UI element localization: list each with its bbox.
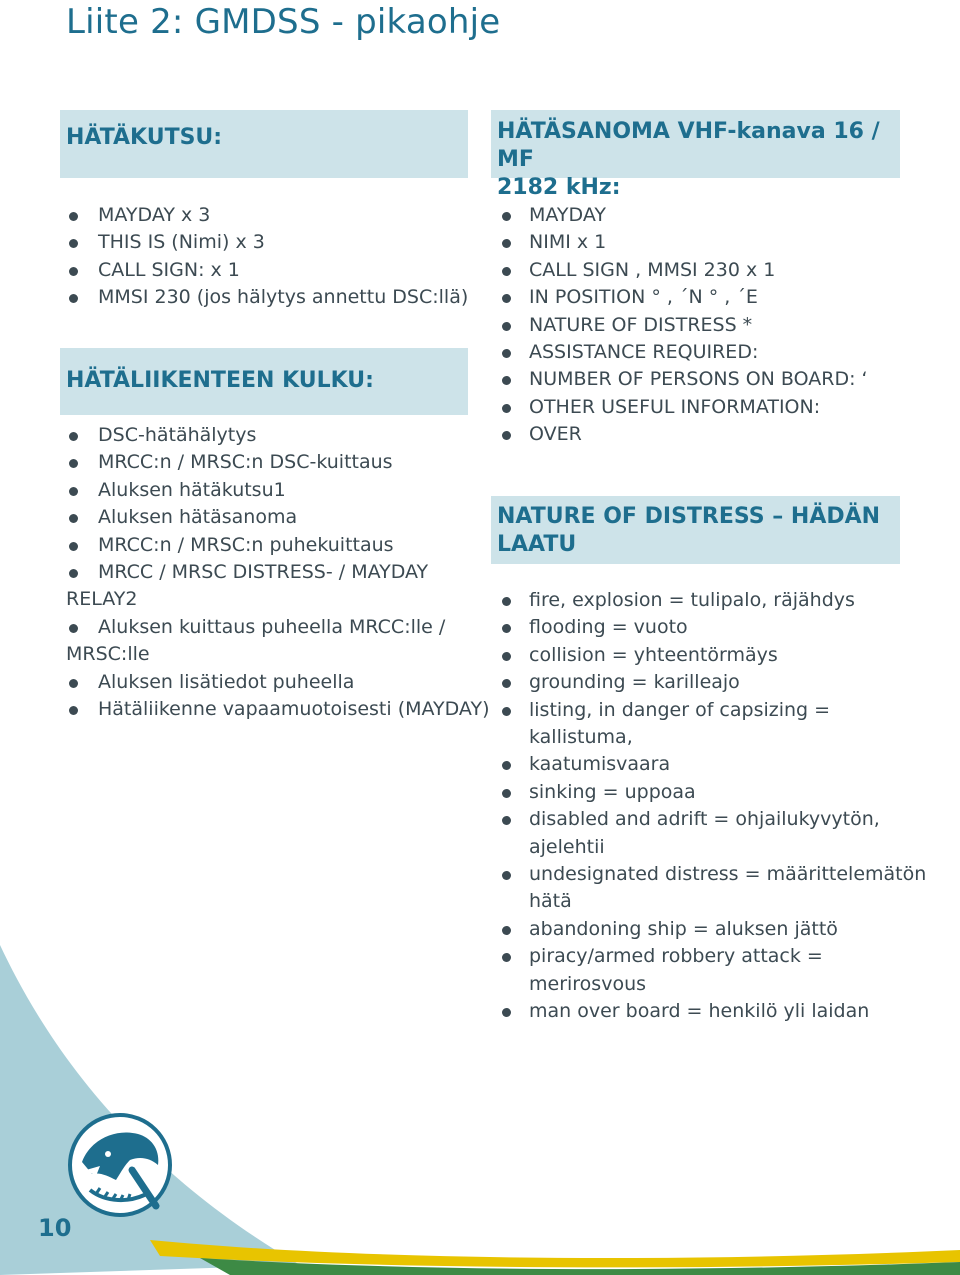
bullet-dot-icon <box>502 239 511 248</box>
list-item: MMSI 230 (jos hälytys annettu DSC:llä) <box>66 284 466 311</box>
page-number: 10 <box>38 1214 72 1242</box>
bullet-dot-icon <box>69 239 78 248</box>
list-item: Aluksen kuittaus puheella MRCC:lle / <box>66 614 466 641</box>
bullet-dot-icon <box>502 404 511 413</box>
list-item: collision = yhteentörmäys <box>499 642 919 669</box>
list-item-continuation: RELAY2 <box>66 588 138 611</box>
page-title: Liite 2: GMDSS - pikaohje <box>66 2 501 42</box>
bullet-dot-icon <box>502 322 511 331</box>
bullet-dot-icon <box>69 706 78 715</box>
bullet-dot-icon <box>502 624 511 633</box>
bullet-dot-icon <box>69 267 78 276</box>
bullet-dot-icon <box>69 624 78 633</box>
list-item: MRCC:n / MRSC:n puhekuittaus <box>66 532 466 559</box>
list-item: flooding = vuoto <box>499 614 919 641</box>
sanoma-heading-line1: HÄTÄSANOMA VHF-kanava 16 / MF <box>497 119 880 172</box>
list-item-continuation: ajelehtii <box>529 835 605 858</box>
kulku-heading-bar <box>60 348 468 415</box>
list-item: Hätäliikenne vapaamuotoisesti (MAYDAY) <box>66 696 466 723</box>
list-item: OTHER USEFUL INFORMATION: <box>499 394 899 421</box>
kulku-heading: HÄTÄLIIKENTEEN KULKU: <box>66 368 374 393</box>
list-item: grounding = karilleajo <box>499 669 919 696</box>
list-item: ASSISTANCE REQUIRED: <box>499 339 899 366</box>
bullet-dot-icon <box>69 432 78 441</box>
bullet-dot-icon <box>502 597 511 606</box>
bullet-dot-icon <box>69 294 78 303</box>
bullet-dot-icon <box>502 761 511 770</box>
list-item: undesignated distress = määrittelemätön <box>499 861 919 888</box>
list-item-continuation: merirosvous <box>529 972 647 995</box>
bullet-dot-icon <box>69 569 78 578</box>
list-item: MRCC:n / MRSC:n DSC-kuittaus <box>66 449 466 476</box>
list-item: MAYDAY x 3 <box>66 202 466 229</box>
list-item: piracy/armed robbery attack = <box>499 943 919 970</box>
bullet-dot-icon <box>502 789 511 798</box>
nature-heading-line1: NATURE OF DISTRESS – HÄDÄN <box>497 504 881 529</box>
list-item: THIS IS (Nimi) x 3 <box>66 229 466 256</box>
bullet-dot-icon <box>502 294 511 303</box>
list-item: Aluksen hätäkutsu1 <box>66 477 466 504</box>
bullet-dot-icon <box>69 679 78 688</box>
list-item: fire, explosion = tulipalo, räjähdys <box>499 587 919 614</box>
list-item: IN POSITION ° , ´N ° , ´E <box>499 284 899 311</box>
list-item: listing, in danger of capsizing = <box>499 697 919 724</box>
bullet-dot-icon <box>502 1008 511 1017</box>
bullet-dot-icon <box>69 459 78 468</box>
bullet-dot-icon <box>502 376 511 385</box>
nature-heading-line2: LAATU <box>497 532 577 557</box>
list-item: CALL SIGN: x 1 <box>66 257 466 284</box>
list-item: NUMBER OF PERSONS ON BOARD: ‘ <box>499 366 899 393</box>
list-item: Aluksen hätäsanoma <box>66 504 466 531</box>
bullet-dot-icon <box>502 707 511 716</box>
hatakutsu-heading-bar <box>60 110 468 178</box>
list-item: OVER <box>499 421 899 448</box>
list-item: NATURE OF DISTRESS * <box>499 312 899 339</box>
bullet-dot-icon <box>502 816 511 825</box>
bullet-dot-icon <box>502 953 511 962</box>
bullet-dot-icon <box>502 349 511 358</box>
list-item: NIMI x 1 <box>499 229 899 256</box>
hatakutsu-heading: HÄTÄKUTSU: <box>66 125 223 150</box>
sanoma-list <box>499 202 899 449</box>
list-item: abandoning ship = aluksen jättö <box>499 916 919 943</box>
list-item: MAYDAY <box>499 202 899 229</box>
hatakutsu-list <box>66 202 469 312</box>
list-item-continuation: hätä <box>529 890 572 913</box>
sanoma-heading-bar <box>491 110 900 200</box>
bullet-dot-icon <box>502 926 511 935</box>
list-item: sinking = uppoaa <box>499 779 919 806</box>
sanoma-heading-line2: 2182 kHz: <box>497 175 621 200</box>
list-item: CALL SIGN , MMSI 230 x 1 <box>499 257 899 284</box>
bullet-dot-icon <box>502 652 511 661</box>
list-item: MRCC / MRSC DISTRESS- / MAYDAY <box>66 559 466 586</box>
list-item-continuation: MRSC:lle <box>66 643 150 666</box>
bullet-dot-icon <box>502 212 511 221</box>
list-item-continuation: kallistuma, <box>529 726 633 749</box>
bullet-dot-icon <box>69 542 78 551</box>
kulku-list <box>66 422 490 723</box>
bullet-dot-icon <box>502 679 511 688</box>
nature-heading-bar <box>491 496 900 564</box>
bullet-dot-icon <box>502 871 511 880</box>
bullet-dot-icon <box>502 267 511 276</box>
list-item: man over board = henkilö yli laidan <box>499 998 919 1025</box>
list-item: Aluksen lisätiedot puheella <box>66 669 466 696</box>
list-item: DSC-hätähälytys <box>66 422 466 449</box>
bullet-dot-icon <box>502 431 511 440</box>
list-item: disabled and adrift = ohjailukyvytön, <box>499 806 919 833</box>
nature-list <box>499 587 927 1026</box>
list-item: kaatumisvaara <box>499 751 919 778</box>
bullet-dot-icon <box>69 487 78 496</box>
bullet-dot-icon <box>69 514 78 523</box>
lion-emblem-icon <box>60 1110 180 1220</box>
bullet-dot-icon <box>69 212 78 221</box>
